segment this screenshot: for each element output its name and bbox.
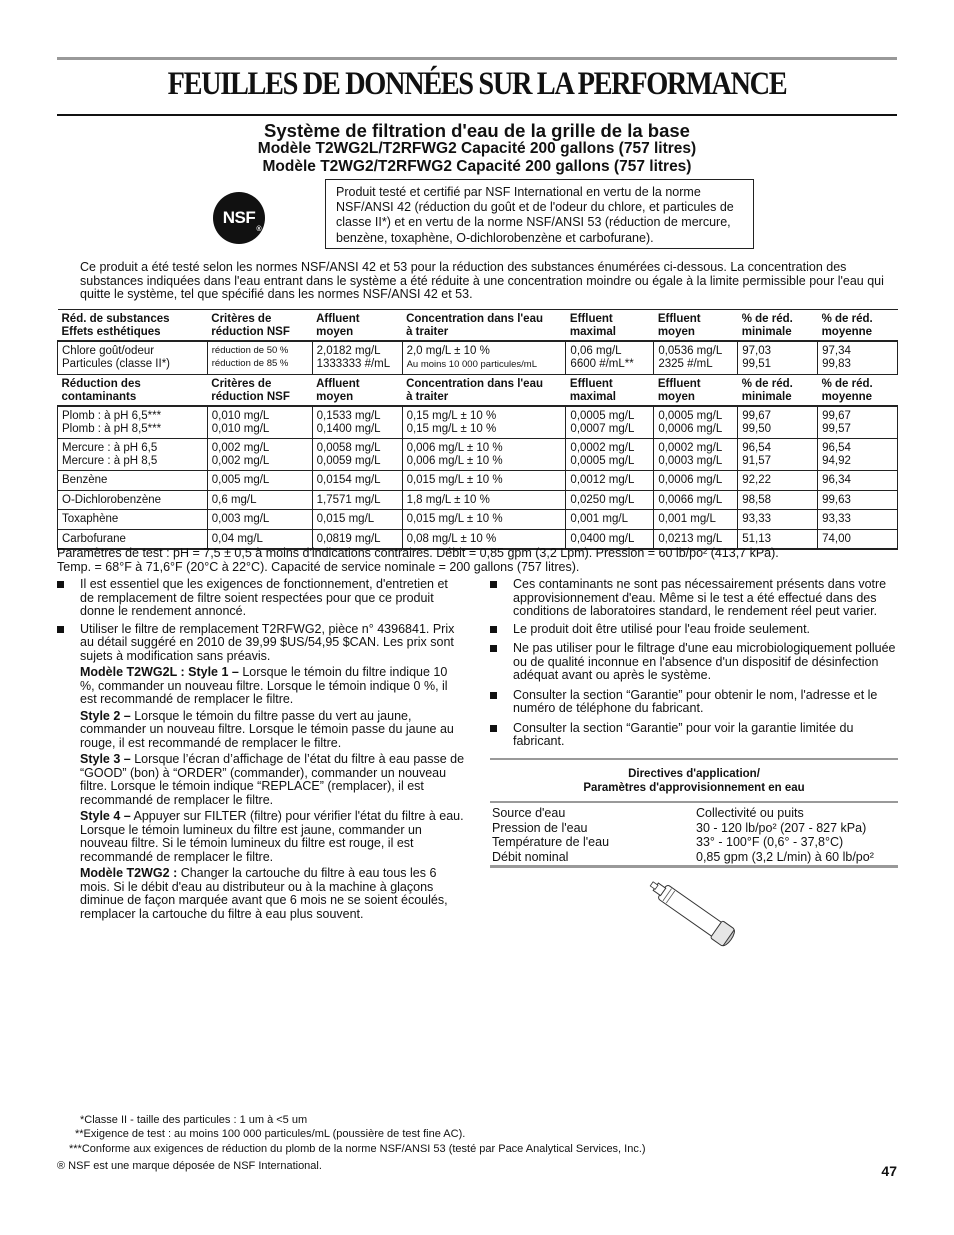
directive-key: Température de l'eau [492,835,610,849]
table-cell: 93,33 [738,510,818,530]
table-row [58,341,898,375]
table-header-cell: % de réd. moyenne [818,310,898,342]
footnotes [57,1113,897,1173]
test-parameters: Paramètres de test : pH = 7,5 ± 0,5 à moins d'indications contraires. Débit = 0,85 gpm (3,2 Lpm). Pression = 60 lb/po² (413,7 kPa). Temp. = 68°F à 71,6°F (20°C à 22°C). Capacité de service nominale = 200 gallons (757 litres). [57,546,779,574]
table-cell: 0,015 mg/L ± 10 % [402,510,566,530]
table-cell: 0,0066 mg/L [654,490,738,510]
table-cell: 0,0005 mg/L 0,0007 mg/L [566,406,654,439]
table-cell: 0,15 mg/L ± 10 % 0,15 mg/L ± 10 % [402,406,566,439]
bullet-icon [57,626,64,633]
nsf-logo-icon [213,192,265,244]
list-item: Consulter la section “Garantie” pour obtenir le nom, l'adresse et le numéro de téléphone du fabricant. [490,689,898,716]
table-cell: 0,0058 mg/L 0,0059 mg/L [312,439,402,471]
directive-key: Pression de l'eau [492,820,588,835]
table-cell: 0,0154 mg/L [312,471,402,491]
style-instruction [57,810,465,864]
table-header-cell: Affluent moyen [312,375,402,407]
table-cell: 98,58 [738,490,818,510]
directives-top-rule [490,758,898,760]
top-rule [57,57,897,60]
table-cell: 93,33 [818,510,898,530]
list-item: Utiliser le filtre de remplacement T2RFWG2, pièce n° 4396841. Prix au détail suggéré en 2010 de 39,99 $US/54,95 $CAN. Les prix sont sujets à modification sans préavis. [57,623,465,664]
table-header-cell: Concentration dans l'eau à traiter [402,375,566,407]
directive-value: 33° - 100°F (0,6° - 37,8°C) [696,835,844,849]
table-cell: 0,0536 mg/L 2325 #/mL [654,341,738,375]
table-header-cell: Réduction des contaminants [58,375,208,407]
table-cell: 2,0182 mg/L 1333333 #/mL [312,341,402,375]
table-header-cell: Effluent moyen [654,375,738,407]
style-instruction [57,867,465,921]
conc-subnote: Au moins 10 000 particules/mL [406,358,537,370]
table-cell: 2,0 mg/L ± 10 % Au moins 10 000 particules/mL [402,341,566,375]
table-header-cell: Réd. de substances Effets esthétiques [58,310,208,342]
style-label: Modèle T2WG2 : [80,866,178,880]
title-rule [57,114,897,116]
table-cell: Plomb : à pH 6,5*** Plomb : à pH 8,5*** [58,406,208,439]
table-cell: 0,015 mg/L [312,510,402,530]
table-header-cell: % de réd. minimale [738,375,818,407]
table-header-cell: Critères de réduction NSF [207,375,312,407]
table-header-cell: Critères de réduction NSF [207,310,312,342]
style-instruction [57,666,465,707]
table-cell: 0,001 mg/L [566,510,654,530]
table-header-cell: % de réd. minimale [738,310,818,342]
footnote: **Exigence de test : au moins 100 000 particules/mL (poussière de test fine AC). [75,1128,466,1141]
directive-value: 0,85 gpm (3,2 L/min) à 60 lb/po² [696,849,874,864]
style-instruction [57,753,465,807]
table-cell: 99,67 99,57 [818,406,898,439]
table-cell: 99,67 99,50 [738,406,818,439]
directives-table [492,806,898,864]
table-row [58,510,898,530]
table-cell: 0,04 mg/L [207,529,312,549]
table-cell: 97,03 99,51 [738,341,818,375]
style-text: Lorsque l’écran d’affichage de l’état du filtre à eau passe de “GOOD” (bon) à “ORDER” (commander), commander un nouveau filtre. Lorsque le témoin indique “REPLACE” (remplacer), il est recommandé de remplacer le filtre. [80,752,465,807]
nsf-logo-reg: ® [256,226,261,233]
directive-row [492,850,898,865]
table-cell: Toxaphène [58,510,208,530]
table-cell: 51,13 [738,529,818,549]
bullet-icon [490,725,497,732]
directives-mid-rule [490,801,898,803]
table-cell: 0,0002 mg/L 0,0005 mg/L [566,439,654,471]
system-subtitle: Système de filtration d'eau de la grille de la base [264,120,690,141]
table-cell: 0,08 mg/L ± 10 % [402,529,566,549]
table-cell: 96,54 94,92 [818,439,898,471]
directive-key: Source d'eau [492,806,566,820]
table-cell: O-Dichlorobenzène [58,490,208,510]
list-item: Ces contaminants ne sont pas nécessairement présents dans votre approvisionnement d'eau. Même si le test a été effectué dans des conditions de laboratoires standard, le rendement réel peut varier. [490,578,898,619]
bullet-icon [490,626,497,633]
table-cell: 0,002 mg/L 0,002 mg/L [207,439,312,471]
directive-row [492,806,898,821]
table-cell: Chlore goût/odeur Particules (classe II*) [58,341,208,375]
bullet-icon [490,645,497,652]
table-header-cell: Effluent moyen [654,310,738,342]
table-row [58,471,898,491]
table-cell: Carbofurane [58,529,208,549]
table-row [58,406,898,439]
style-label: Style 2 – [80,708,131,723]
table-row [58,439,898,471]
table-cell: 0,005 mg/L [207,471,312,491]
table-cell: 0,06 mg/L 6600 #/mL** [566,341,654,375]
directive-row [492,835,898,850]
style-label: Modèle T2WG2L : Style 1 – [80,665,239,679]
table-cell: 74,00 [818,529,898,549]
page-title: FEUILLES DE DONNÉES SUR LA PERFORMANCE [167,66,787,102]
table-cell: 0,0005 mg/L 0,0006 mg/L [654,406,738,439]
style-label: Style 4 – [80,809,131,823]
page-number: 47 [881,1163,897,1179]
style-text: Lorsque le témoin du filtre passe du vert au jaune, commander un nouveau filtre. Lorsque le témoin passe du jaune au rouge, il est recommandé de remplacer le filtre. [80,708,454,750]
bullet-icon [490,581,497,588]
directive-value: 30 - 120 lb/po² (207 - 827 kPa) [696,820,867,835]
style-text: Appuyer sur FILTER (filtre) pour vérifier l'état du filtre à eau. Lorsque le témoin lumineux du filtre est jaune, commander un nouveau filtre. Si le témoin lumineux du filtre est rouge, il est recommandé de remplacer le filtre. [80,809,464,864]
model-line-2: Modèle T2WG2/T2RFWG2 Capacité 200 gallons (757 litres) [262,158,692,175]
style-instruction [57,710,465,751]
list-item: Consulter la section “Garantie” pour voir la garantie limitée du fabricant. [490,722,898,749]
table-cell: 96,54 91,57 [738,439,818,471]
table-header-cell: % de réd. moyenne [818,375,898,407]
table-cell: 0,010 mg/L 0,010 mg/L [207,406,312,439]
table-cell: Mercure : à pH 6,5 Mercure : à pH 8,5 [58,439,208,471]
left-column [57,578,465,924]
table-cell: 0,0002 mg/L 0,0003 mg/L [654,439,738,471]
directives-bottom-rule [490,865,898,868]
table-cell: 92,22 [738,471,818,491]
style-text: Lorsque le témoin du filtre indique 10 %, commander un nouveau filtre. Lorsque le témoin indique 0 %, il est recommandé de remplacer le filtre. [80,665,448,706]
table-cell: 0,0400 mg/L [566,529,654,549]
bullet-icon [490,692,497,699]
table-cell: 0,6 mg/L [207,490,312,510]
style-label: Style 3 – [80,752,131,766]
right-column [490,578,898,753]
list-item: Il est essentiel que les exigences de fonctionnement, d'entretien et de remplacement de filtre soient respectées pour que ce produit donne le rendement annoncé. [57,578,465,619]
table-cell: 1,7571 mg/L [312,490,402,510]
table-header-cell: Affluent moyen [312,310,402,342]
directives-title: Directives d'application/ Paramètres d'approvisionnement en eau [583,768,805,794]
table-header-cell: Concentration dans l'eau à traiter [402,310,566,342]
directive-key: Débit nominal [492,849,569,864]
list-item: Ne pas utiliser pour le filtrage d'une eau microbiologiquement polluée ou de qualité inconnue en l'absence d'un dispositif de désinfection adéquat avant ou après le système. [490,642,898,683]
performance-table [57,309,898,550]
table-cell: 0,1533 mg/L 0,1400 mg/L [312,406,402,439]
model-line-1: Modèle T2WG2L/T2RFWG2 Capacité 200 gallons (757 litres) [257,140,697,157]
table-cell: 97,34 99,83 [818,341,898,375]
table-cell: 0,0012 mg/L [566,471,654,491]
table-row [58,490,898,510]
filter-styles [57,666,465,921]
table-cell: 0,006 mg/L ± 10 % 0,006 mg/L ± 10 % [402,439,566,471]
table-header-cell: Effluent maximal [566,310,654,342]
intro-paragraph: Ce produit a été testé selon les normes NSF/ANSI 42 et 53 pour la réduction des substances énumérées ci-dessous. La concentration des substances indiquées dans l'eau entrant dans le système a été réduite à une concentration moindre ou égale à la limite permissible pour l'eau qui quitte le système, tel que spécifié dans les normes NSF/ANSI 42 et 53. [80,260,884,301]
footnote: *Classe II - taille des particules : 1 um à <5 um [80,1114,308,1126]
water-filter-cartridge-image [645,878,750,953]
style-text: Changer la cartouche du filtre à eau tous les 6 mois. Si le débit d'eau au distributeur ou à la machine à glaçons diminue de façon marquée avant que 6 mois ne se soient écoulés, remplacer la cartouche du filtre à eau plus souvent. [80,866,448,921]
table-cell: 0,003 mg/L [207,510,312,530]
table-cell: 0,0250 mg/L [566,490,654,510]
footnote: ***Conforme aux exigences de réduction du plomb de la norme NSF/ANSI 53 (testé par Pace Analytical Services, Inc.) [69,1142,646,1155]
table-cell: 96,34 [818,471,898,491]
table-cell: 0,0006 mg/L [654,471,738,491]
table-cell: 99,63 [818,490,898,510]
directive-value: Collectivité ou puits [696,806,804,820]
table-cell: Benzène [58,471,208,491]
nsf-logo-text: NSF [222,208,256,227]
table-cell: 1,8 mg/L ± 10 % [402,490,566,510]
table-cell: 0,001 mg/L [654,510,738,530]
table-cell: 0,0213 mg/L [654,529,738,549]
table-header-row [58,310,898,342]
table-cell: 0,0819 mg/L [312,529,402,549]
footnote: ® NSF est une marque déposée de NSF International. [57,1159,322,1172]
list-item: Le produit doit être utilisé pour l'eau froide seulement. [490,623,898,637]
table-header-row [58,375,898,407]
table-header-cell: Effluent maximal [566,375,654,407]
directive-row [492,821,898,836]
table-cell: 0,015 mg/L ± 10 % [402,471,566,491]
certification-box: Produit testé et certifié par NSF International en vertu de la norme NSF/ANSI 42 (réduction du goût et de l'odeur du chlore, et particules de classe II*) et en vertu de la norme NSF/ANSI 53 (réduction de mercure, benzène, toxaphène, O-dichlorobenzène et carbofurane). [325,179,754,249]
table-cell: réduction de 50 % réduction de 85 % [207,341,312,375]
bullet-icon [57,581,64,588]
